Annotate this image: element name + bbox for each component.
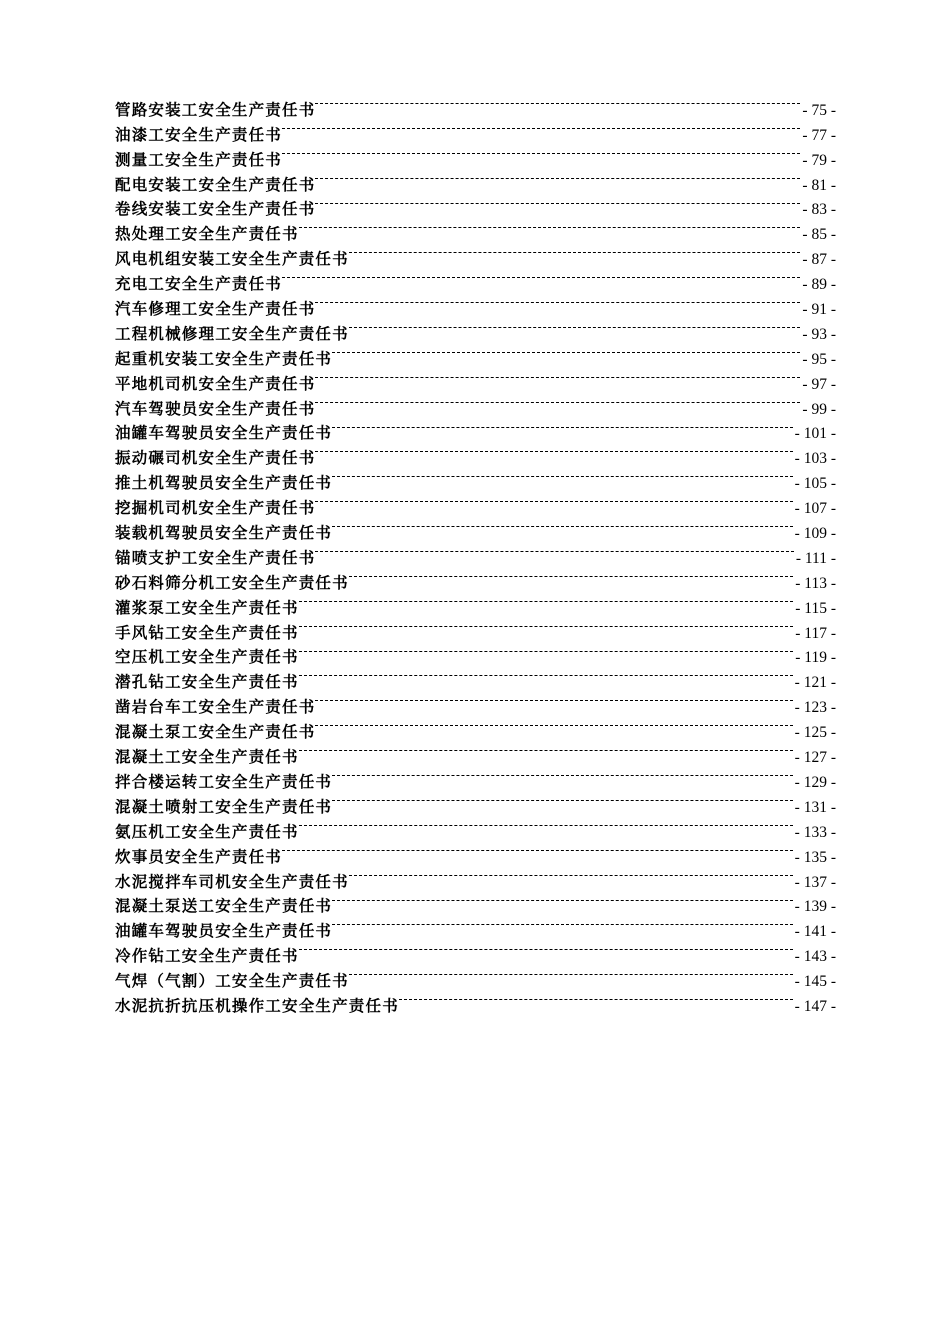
toc-entry-title: 管路安装工安全生产责任书 bbox=[115, 99, 316, 119]
toc-leader-dots bbox=[315, 389, 800, 414]
toc-entry-page: - 131 - bbox=[794, 798, 836, 816]
toc-entry-page: - 125 - bbox=[794, 724, 836, 742]
toc-entry-title: 混凝土泵工安全生产责任书 bbox=[115, 722, 316, 742]
toc-entry-page: - 113 - bbox=[795, 574, 836, 592]
toc-leader-dots bbox=[315, 364, 800, 389]
toc-entry-page: - 129 - bbox=[794, 773, 836, 791]
toc-entry-title: 炊事员安全生产责任书 bbox=[115, 846, 283, 866]
toc-entry-page: - 97 - bbox=[802, 375, 836, 393]
toc-entry-page: - 75 - bbox=[802, 101, 836, 119]
toc-entry-page: - 127 - bbox=[794, 749, 836, 767]
toc-entry-title: 砂石料筛分机工安全生产责任书 bbox=[115, 572, 349, 592]
toc-leader-dots bbox=[299, 613, 794, 638]
toc-entry-title: 氨压机工安全生产责任书 bbox=[115, 821, 299, 841]
toc-entry-title: 潜孔钻工安全生产责任书 bbox=[115, 672, 299, 692]
toc-entry-page: - 77 - bbox=[802, 126, 836, 144]
toc-entry-title: 配电安装工安全生产责任书 bbox=[115, 174, 316, 194]
toc-leader-dots bbox=[315, 712, 792, 737]
toc-leader-dots bbox=[299, 588, 794, 613]
toc-entry-page: - 103 - bbox=[794, 450, 836, 468]
toc-entry-page: - 145 - bbox=[794, 973, 836, 991]
toc-leader-dots bbox=[315, 438, 792, 463]
toc-entry-title: 冷作钻工安全生产责任书 bbox=[115, 946, 299, 966]
toc-leader-dots bbox=[399, 986, 793, 1011]
toc-entry-title: 汽车修理工安全生产责任书 bbox=[115, 299, 316, 319]
toc-entry-page: - 87 - bbox=[802, 251, 836, 269]
toc-entry-page: - 115 - bbox=[795, 599, 836, 617]
toc-entry-title: 灌浆泵工安全生产责任书 bbox=[115, 597, 299, 617]
toc-entry-title: 锚喷支护工安全生产责任书 bbox=[115, 547, 316, 567]
toc-entry-title: 油罐车驾驶员安全生产责任书 bbox=[115, 921, 333, 941]
toc-leader-dots bbox=[349, 961, 793, 986]
toc-entry-page: - 101 - bbox=[794, 425, 836, 443]
toc-entry-title: 卷线安装工安全生产责任书 bbox=[115, 199, 316, 219]
toc-leader-dots bbox=[315, 538, 793, 563]
toc-leader-dots bbox=[332, 787, 793, 812]
toc-leader-dots bbox=[282, 115, 800, 140]
toc-leader-dots bbox=[349, 314, 801, 339]
toc-leader-dots bbox=[332, 513, 793, 538]
toc-entry-title: 水泥搅拌车司机安全生产责任书 bbox=[115, 871, 349, 891]
toc-entry-title: 气焊（气割）工安全生产责任书 bbox=[115, 971, 349, 991]
toc-leader-dots bbox=[349, 239, 801, 264]
toc-entry-page: - 83 - bbox=[802, 201, 836, 219]
toc-entry-page: - 143 - bbox=[794, 948, 836, 966]
toc-entry-page: - 139 - bbox=[794, 898, 836, 916]
toc-entry-page: - 133 - bbox=[794, 823, 836, 841]
toc-entry-page: - 123 - bbox=[794, 699, 836, 717]
toc-entry-title: 平地机司机安全生产责任书 bbox=[115, 373, 316, 393]
toc-entry-title: 水泥抗折抗压机操作工安全生产责任书 bbox=[115, 995, 399, 1015]
toc-leader-dots bbox=[282, 837, 793, 862]
toc-leader-dots bbox=[332, 762, 793, 787]
toc-entry-page: - 147 - bbox=[794, 997, 836, 1015]
toc-entry-page: - 135 - bbox=[794, 848, 836, 866]
toc-entry-page: - 105 - bbox=[794, 475, 836, 493]
toc-leader-dots bbox=[332, 911, 793, 936]
toc-entry-page: - 93 - bbox=[802, 325, 836, 343]
toc-leader-dots bbox=[299, 662, 793, 687]
toc-entry-page: - 91 - bbox=[802, 301, 836, 319]
toc-leader-dots bbox=[332, 339, 800, 364]
toc-entry-page: - 109 - bbox=[794, 525, 836, 543]
toc-entry-title: 振动碾司机安全生产责任书 bbox=[115, 448, 316, 468]
toc-entry-title: 工程机械修理工安全生产责任书 bbox=[115, 323, 349, 343]
toc-leader-dots bbox=[332, 463, 793, 488]
toc-entry-page: - 79 - bbox=[802, 151, 836, 169]
toc-entry[interactable] bbox=[115, 90, 836, 119]
toc-entry-title: 凿岩台车工安全生产责任书 bbox=[115, 697, 316, 717]
toc-leader-dots bbox=[299, 812, 793, 837]
toc-leader-dots bbox=[315, 90, 800, 115]
toc-leader-dots bbox=[315, 488, 792, 513]
toc-leader-dots bbox=[299, 737, 793, 762]
toc-leader-dots bbox=[349, 862, 793, 887]
toc-entry-page: - 99 - bbox=[802, 400, 836, 418]
toc-entry-title: 混凝土工安全生产责任书 bbox=[115, 747, 299, 767]
toc-leader-dots bbox=[315, 190, 800, 215]
toc-entry-title: 测量工安全生产责任书 bbox=[115, 149, 283, 169]
toc-entry-page: - 119 - bbox=[795, 649, 836, 667]
toc-entry-page: - 117 - bbox=[795, 624, 836, 642]
toc-entry-title: 手风钻工安全生产责任书 bbox=[115, 622, 299, 642]
toc-leader-dots bbox=[282, 264, 800, 289]
toc-leader-dots bbox=[299, 638, 794, 663]
toc-entry-title: 风电机组安装工安全生产责任书 bbox=[115, 249, 349, 269]
toc-entry-title: 拌合楼运转工安全生产责任书 bbox=[115, 771, 333, 791]
toc-leader-dots bbox=[332, 887, 793, 912]
toc-entry-title: 装载机驾驶员安全生产责任书 bbox=[115, 523, 333, 543]
toc-entry-title: 空压机工安全生产责任书 bbox=[115, 647, 299, 667]
toc-entry-title: 混凝土喷射工安全生产责任书 bbox=[115, 796, 333, 816]
toc-entry-page: - 85 - bbox=[802, 226, 836, 244]
toc-entry-title: 油漆工安全生产责任书 bbox=[115, 124, 283, 144]
toc-entry-page: - 81 - bbox=[802, 176, 836, 194]
toc-entry-title: 油罐车驾驶员安全生产责任书 bbox=[115, 423, 333, 443]
toc-entry-title: 挖掘机司机安全生产责任书 bbox=[115, 498, 316, 518]
toc-entry-title: 推土机驾驶员安全生产责任书 bbox=[115, 473, 333, 493]
toc-entry-page: - 107 - bbox=[794, 500, 836, 518]
toc-entry-page: - 137 - bbox=[794, 873, 836, 891]
toc-leader-dots bbox=[315, 165, 800, 190]
toc-entry-page: - 121 - bbox=[794, 674, 836, 692]
toc-leader-dots bbox=[299, 214, 801, 239]
toc-entry-page: - 95 - bbox=[802, 350, 836, 368]
toc-leader-dots bbox=[315, 687, 792, 712]
toc-entry-title: 汽车驾驶员安全生产责任书 bbox=[115, 398, 316, 418]
toc-leader-dots bbox=[282, 140, 800, 165]
toc-entry-title: 混凝土泵送工安全生产责任书 bbox=[115, 896, 333, 916]
toc-entry-page: - 111 - bbox=[795, 549, 836, 567]
toc-entry-title: 起重机安装工安全生产责任书 bbox=[115, 348, 333, 368]
toc-entry-page: - 89 - bbox=[802, 276, 836, 294]
toc-leader-dots bbox=[315, 289, 800, 314]
toc-entry-title: 充电工安全生产责任书 bbox=[115, 274, 283, 294]
toc-leader-dots bbox=[349, 563, 793, 588]
table-of-contents bbox=[115, 90, 836, 1015]
toc-entry-page: - 141 - bbox=[794, 923, 836, 941]
toc-leader-dots bbox=[299, 936, 793, 961]
toc-entry-title: 热处理工安全生产责任书 bbox=[115, 224, 299, 244]
toc-leader-dots bbox=[332, 414, 793, 439]
